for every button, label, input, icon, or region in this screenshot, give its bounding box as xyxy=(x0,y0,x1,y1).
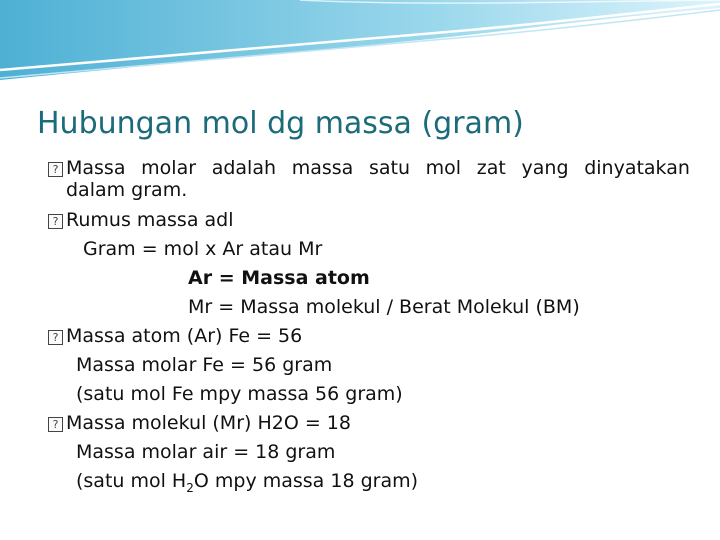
paragraph-3-line-2: Massa molar Fe = 56 gram xyxy=(76,354,333,376)
paragraph-1-word: massa xyxy=(291,157,354,179)
mr-definition-text: = Massa molekul / Berat Molekul (BM) xyxy=(212,296,580,318)
paragraph-4-line-2: Massa molar air = 18 gram xyxy=(76,441,336,463)
bullet-icon: ? xyxy=(48,214,63,229)
header-wave-decoration xyxy=(0,0,720,90)
paragraph-1-word: Massa xyxy=(66,157,126,179)
mr-definition xyxy=(188,293,580,322)
paragraph-1-word: molar xyxy=(141,157,197,179)
formula-line: Gram = mol x Ar atau Mr xyxy=(83,238,323,260)
ar-definition xyxy=(188,264,370,293)
mr-symbol: Mr xyxy=(188,296,213,318)
paragraph-2-line-1: Rumus massa adl xyxy=(66,209,234,231)
paragraph-4-line-1: Massa molekul (Mr) H2O = 18 xyxy=(66,412,351,434)
paragraph-1-word: satu xyxy=(368,157,410,179)
paragraph-3-line-1: Massa atom (Ar) Fe = 56 xyxy=(66,325,303,347)
paragraph-1-word: mol xyxy=(425,157,462,179)
p4-l3-part-b: O mpy massa 18 gram) xyxy=(193,470,419,492)
p4-l3-subscript: 2 xyxy=(186,480,194,495)
bullet-icon: ? xyxy=(48,330,63,345)
bullet-icon: ? xyxy=(48,417,63,432)
p4-l3-part-a: (satu mol H xyxy=(76,470,187,492)
paragraph-3-line-3: (satu mol Fe mpy massa 56 gram) xyxy=(76,383,403,405)
paragraph-1-word: zat xyxy=(476,157,506,179)
paragraph-1-word: adalah xyxy=(211,157,277,179)
bullet-icon: ? xyxy=(48,162,63,177)
paragraph-1-word: yang xyxy=(521,157,569,179)
ar-definition-text: = Massa atom xyxy=(212,267,370,289)
paragraph-1-word: dinyatakan xyxy=(584,157,690,179)
ar-symbol: Ar xyxy=(188,267,213,289)
slide-title: Hubungan mol dg massa (gram) xyxy=(37,106,524,141)
paragraph-1-line-2: dalam gram. xyxy=(66,179,188,201)
paragraph-4-line-3 xyxy=(76,467,418,496)
